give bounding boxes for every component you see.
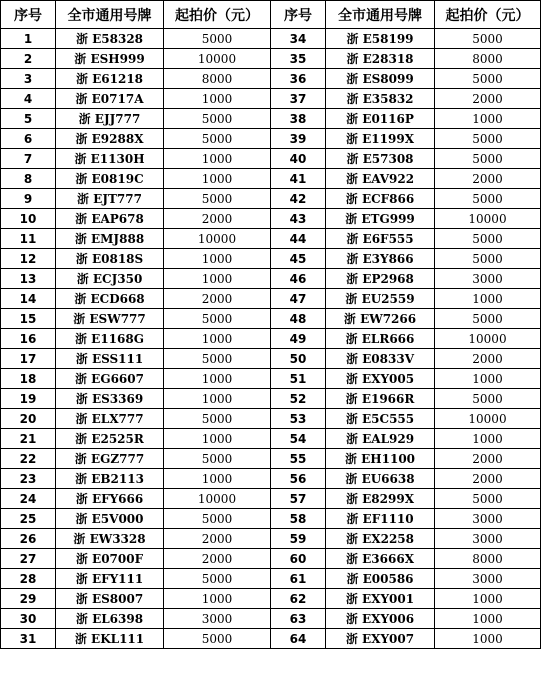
cell-plate-left: 浙 ECD668 xyxy=(56,289,164,309)
table-row xyxy=(1,589,541,609)
cell-price-left: 10000 xyxy=(164,49,271,69)
cell-price-right: 5000 xyxy=(435,249,541,269)
cell-price-left: 5000 xyxy=(164,129,271,149)
cell-seq-right: 64 xyxy=(271,629,326,649)
cell-plate-right: 浙 E0833V xyxy=(326,349,435,369)
cell-seq-right: 39 xyxy=(271,129,326,149)
cell-plate-right: 浙 ETG999 xyxy=(326,209,435,229)
cell-price-left: 5000 xyxy=(164,569,271,589)
cell-price-left: 5000 xyxy=(164,109,271,129)
cell-seq-left: 4 xyxy=(1,89,56,109)
cell-price-left: 1000 xyxy=(164,469,271,489)
cell-seq-left: 15 xyxy=(1,309,56,329)
header-price-left: 起拍价（元） xyxy=(164,1,271,29)
cell-seq-right: 54 xyxy=(271,429,326,449)
header-price-right: 起拍价（元） xyxy=(435,1,541,29)
cell-seq-left: 29 xyxy=(1,589,56,609)
table-body xyxy=(1,29,541,649)
cell-plate-left: 浙 E0717A xyxy=(56,89,164,109)
cell-seq-left: 31 xyxy=(1,629,56,649)
table-row xyxy=(1,469,541,489)
table-row xyxy=(1,569,541,589)
cell-plate-left: 浙 EW3328 xyxy=(56,529,164,549)
cell-price-left: 5000 xyxy=(164,29,271,49)
header-seq-right: 序号 xyxy=(271,1,326,29)
cell-seq-left: 19 xyxy=(1,389,56,409)
cell-price-left: 5000 xyxy=(164,309,271,329)
cell-plate-left: 浙 E0818S xyxy=(56,249,164,269)
cell-price-left: 1000 xyxy=(164,249,271,269)
cell-plate-left: 浙 E0700F xyxy=(56,549,164,569)
cell-price-left: 1000 xyxy=(164,89,271,109)
cell-seq-left: 24 xyxy=(1,489,56,509)
cell-seq-right: 42 xyxy=(271,189,326,209)
cell-seq-right: 59 xyxy=(271,529,326,549)
cell-seq-left: 27 xyxy=(1,549,56,569)
cell-plate-left: 浙 ES3369 xyxy=(56,389,164,409)
cell-price-right: 5000 xyxy=(435,29,541,49)
table-row xyxy=(1,189,541,209)
cell-price-left: 3000 xyxy=(164,609,271,629)
cell-plate-left: 浙 E1130H xyxy=(56,149,164,169)
cell-price-left: 8000 xyxy=(164,69,271,89)
cell-price-left: 2000 xyxy=(164,529,271,549)
cell-plate-right: 浙 E8299X xyxy=(326,489,435,509)
cell-plate-right: 浙 EXY006 xyxy=(326,609,435,629)
cell-plate-right: 浙 EAL929 xyxy=(326,429,435,449)
cell-plate-right: 浙 E6F555 xyxy=(326,229,435,249)
cell-seq-right: 63 xyxy=(271,609,326,629)
cell-plate-right: 浙 EH1100 xyxy=(326,449,435,469)
cell-price-right: 10000 xyxy=(435,409,541,429)
cell-plate-right: 浙 EXY005 xyxy=(326,369,435,389)
cell-plate-right: 浙 E28318 xyxy=(326,49,435,69)
cell-seq-left: 22 xyxy=(1,449,56,469)
cell-plate-left: 浙 ES8007 xyxy=(56,589,164,609)
cell-seq-right: 60 xyxy=(271,549,326,569)
cell-plate-right: 浙 E35832 xyxy=(326,89,435,109)
cell-plate-left: 浙 E61218 xyxy=(56,69,164,89)
cell-price-left: 1000 xyxy=(164,389,271,409)
cell-price-left: 1000 xyxy=(164,429,271,449)
cell-seq-left: 6 xyxy=(1,129,56,149)
cell-price-right: 2000 xyxy=(435,469,541,489)
header-seq-left: 序号 xyxy=(1,1,56,29)
cell-plate-right: 浙 E3666X xyxy=(326,549,435,569)
table-row xyxy=(1,349,541,369)
cell-price-right: 5000 xyxy=(435,189,541,209)
cell-seq-left: 26 xyxy=(1,529,56,549)
table-row xyxy=(1,29,541,49)
table-row xyxy=(1,509,541,529)
cell-price-right: 1000 xyxy=(435,609,541,629)
cell-price-left: 1000 xyxy=(164,269,271,289)
cell-price-right: 1000 xyxy=(435,629,541,649)
table-row xyxy=(1,49,541,69)
cell-price-right: 8000 xyxy=(435,549,541,569)
cell-seq-left: 21 xyxy=(1,429,56,449)
cell-seq-right: 50 xyxy=(271,349,326,369)
cell-seq-left: 20 xyxy=(1,409,56,429)
cell-price-right: 5000 xyxy=(435,129,541,149)
cell-price-right: 1000 xyxy=(435,589,541,609)
cell-plate-right: 浙 E00586 xyxy=(326,569,435,589)
cell-plate-left: 浙 E0819C xyxy=(56,169,164,189)
cell-seq-left: 13 xyxy=(1,269,56,289)
cell-price-left: 1000 xyxy=(164,169,271,189)
cell-price-right: 1000 xyxy=(435,109,541,129)
cell-price-right: 3000 xyxy=(435,529,541,549)
cell-seq-right: 40 xyxy=(271,149,326,169)
cell-seq-left: 10 xyxy=(1,209,56,229)
cell-price-left: 1000 xyxy=(164,329,271,349)
cell-plate-left: 浙 EMJ888 xyxy=(56,229,164,249)
cell-seq-right: 35 xyxy=(271,49,326,69)
cell-seq-right: 51 xyxy=(271,369,326,389)
cell-price-left: 2000 xyxy=(164,549,271,569)
cell-plate-left: 浙 ESW777 xyxy=(56,309,164,329)
cell-seq-left: 7 xyxy=(1,149,56,169)
cell-plate-right: 浙 EP2968 xyxy=(326,269,435,289)
cell-plate-right: 浙 EU2559 xyxy=(326,289,435,309)
cell-seq-right: 45 xyxy=(271,249,326,269)
cell-seq-right: 53 xyxy=(271,409,326,429)
cell-seq-left: 14 xyxy=(1,289,56,309)
header-row xyxy=(1,1,541,29)
cell-price-right: 5000 xyxy=(435,229,541,249)
cell-seq-right: 49 xyxy=(271,329,326,349)
cell-seq-right: 44 xyxy=(271,229,326,249)
cell-seq-left: 3 xyxy=(1,69,56,89)
cell-plate-right: 浙 EAV922 xyxy=(326,169,435,189)
cell-plate-left: 浙 ELX777 xyxy=(56,409,164,429)
cell-price-left: 5000 xyxy=(164,189,271,209)
cell-price-right: 5000 xyxy=(435,489,541,509)
cell-plate-left: 浙 EAP678 xyxy=(56,209,164,229)
table-row xyxy=(1,169,541,189)
cell-seq-right: 47 xyxy=(271,289,326,309)
cell-seq-left: 9 xyxy=(1,189,56,209)
cell-plate-left: 浙 EB2113 xyxy=(56,469,164,489)
cell-plate-right: 浙 EF1110 xyxy=(326,509,435,529)
cell-seq-left: 1 xyxy=(1,29,56,49)
cell-price-right: 1000 xyxy=(435,289,541,309)
table-row xyxy=(1,369,541,389)
cell-seq-right: 38 xyxy=(271,109,326,129)
cell-seq-right: 36 xyxy=(271,69,326,89)
cell-seq-left: 16 xyxy=(1,329,56,349)
cell-price-left: 5000 xyxy=(164,349,271,369)
cell-plate-right: 浙 EXY007 xyxy=(326,629,435,649)
table-row xyxy=(1,389,541,409)
cell-seq-left: 17 xyxy=(1,349,56,369)
cell-plate-left: 浙 ECJ350 xyxy=(56,269,164,289)
cell-price-right: 2000 xyxy=(435,449,541,469)
cell-price-left: 5000 xyxy=(164,409,271,429)
cell-plate-left: 浙 EG6607 xyxy=(56,369,164,389)
cell-seq-right: 57 xyxy=(271,489,326,509)
table-row xyxy=(1,529,541,549)
cell-price-right: 5000 xyxy=(435,309,541,329)
header-plate-left: 全市通用号牌 xyxy=(56,1,164,29)
cell-price-right: 5000 xyxy=(435,69,541,89)
table-row xyxy=(1,629,541,649)
table-row xyxy=(1,489,541,509)
cell-plate-right: 浙 ES8099 xyxy=(326,69,435,89)
table-row xyxy=(1,429,541,449)
cell-price-right: 10000 xyxy=(435,329,541,349)
table-row xyxy=(1,229,541,249)
table-row xyxy=(1,309,541,329)
cell-price-right: 2000 xyxy=(435,169,541,189)
cell-price-right: 3000 xyxy=(435,569,541,589)
cell-plate-left: 浙 E2525R xyxy=(56,429,164,449)
table-row xyxy=(1,69,541,89)
cell-price-left: 5000 xyxy=(164,509,271,529)
cell-price-left: 5000 xyxy=(164,449,271,469)
cell-price-left: 10000 xyxy=(164,229,271,249)
cell-plate-right: 浙 E3Y866 xyxy=(326,249,435,269)
table-row xyxy=(1,409,541,429)
cell-seq-right: 37 xyxy=(271,89,326,109)
header-plate-right: 全市通用号牌 xyxy=(326,1,435,29)
cell-plate-right: 浙 E1199X xyxy=(326,129,435,149)
cell-price-right: 8000 xyxy=(435,49,541,69)
cell-plate-right: 浙 EW7266 xyxy=(326,309,435,329)
cell-plate-right: 浙 EX2258 xyxy=(326,529,435,549)
cell-price-right: 5000 xyxy=(435,389,541,409)
cell-plate-right: 浙 E0116P xyxy=(326,109,435,129)
table-row xyxy=(1,609,541,629)
cell-seq-right: 41 xyxy=(271,169,326,189)
cell-price-left: 10000 xyxy=(164,489,271,509)
cell-seq-left: 8 xyxy=(1,169,56,189)
cell-plate-right: 浙 ECF866 xyxy=(326,189,435,209)
cell-price-right: 2000 xyxy=(435,349,541,369)
table-row xyxy=(1,109,541,129)
cell-price-right: 3000 xyxy=(435,269,541,289)
table-row xyxy=(1,329,541,349)
cell-plate-right: 浙 EXY001 xyxy=(326,589,435,609)
table-row xyxy=(1,449,541,469)
cell-seq-left: 11 xyxy=(1,229,56,249)
cell-seq-left: 18 xyxy=(1,369,56,389)
cell-plate-left: 浙 ESH999 xyxy=(56,49,164,69)
cell-price-left: 1000 xyxy=(164,369,271,389)
cell-price-left: 1000 xyxy=(164,149,271,169)
cell-price-right: 10000 xyxy=(435,209,541,229)
table-row xyxy=(1,269,541,289)
cell-plate-left: 浙 EJT777 xyxy=(56,189,164,209)
cell-plate-left: 浙 E58328 xyxy=(56,29,164,49)
table-row xyxy=(1,209,541,229)
cell-seq-left: 25 xyxy=(1,509,56,529)
cell-seq-right: 34 xyxy=(271,29,326,49)
cell-seq-left: 28 xyxy=(1,569,56,589)
cell-seq-right: 61 xyxy=(271,569,326,589)
table-row xyxy=(1,129,541,149)
cell-price-left: 2000 xyxy=(164,289,271,309)
cell-plate-left: 浙 EKL111 xyxy=(56,629,164,649)
table-row xyxy=(1,289,541,309)
cell-seq-right: 56 xyxy=(271,469,326,489)
cell-seq-right: 48 xyxy=(271,309,326,329)
cell-plate-right: 浙 E57308 xyxy=(326,149,435,169)
cell-plate-right: 浙 ELR666 xyxy=(326,329,435,349)
cell-price-left: 1000 xyxy=(164,589,271,609)
cell-price-right: 3000 xyxy=(435,509,541,529)
cell-seq-right: 58 xyxy=(271,509,326,529)
cell-plate-right: 浙 EU6638 xyxy=(326,469,435,489)
cell-seq-left: 5 xyxy=(1,109,56,129)
cell-seq-right: 55 xyxy=(271,449,326,469)
cell-seq-right: 46 xyxy=(271,269,326,289)
cell-seq-left: 23 xyxy=(1,469,56,489)
cell-price-right: 5000 xyxy=(435,149,541,169)
cell-plate-left: 浙 EL6398 xyxy=(56,609,164,629)
cell-plate-left: 浙 EFY666 xyxy=(56,489,164,509)
cell-price-left: 2000 xyxy=(164,209,271,229)
table-row xyxy=(1,549,541,569)
table-row xyxy=(1,249,541,269)
cell-plate-left: 浙 EFY111 xyxy=(56,569,164,589)
cell-seq-right: 52 xyxy=(271,389,326,409)
cell-plate-left: 浙 E5V000 xyxy=(56,509,164,529)
cell-plate-left: 浙 EJJ777 xyxy=(56,109,164,129)
cell-seq-right: 43 xyxy=(271,209,326,229)
cell-plate-left: 浙 ESS111 xyxy=(56,349,164,369)
cell-plate-right: 浙 E58199 xyxy=(326,29,435,49)
cell-price-left: 5000 xyxy=(164,629,271,649)
cell-plate-left: 浙 EGZ777 xyxy=(56,449,164,469)
cell-plate-left: 浙 E1168G xyxy=(56,329,164,349)
table-row xyxy=(1,89,541,109)
table-row xyxy=(1,149,541,169)
cell-seq-left: 12 xyxy=(1,249,56,269)
cell-price-right: 1000 xyxy=(435,429,541,449)
cell-price-right: 2000 xyxy=(435,89,541,109)
cell-seq-left: 30 xyxy=(1,609,56,629)
cell-seq-right: 62 xyxy=(271,589,326,609)
cell-plate-left: 浙 E9288X xyxy=(56,129,164,149)
cell-seq-left: 2 xyxy=(1,49,56,69)
cell-plate-right: 浙 E1966R xyxy=(326,389,435,409)
cell-plate-right: 浙 E5C555 xyxy=(326,409,435,429)
cell-price-right: 1000 xyxy=(435,369,541,389)
